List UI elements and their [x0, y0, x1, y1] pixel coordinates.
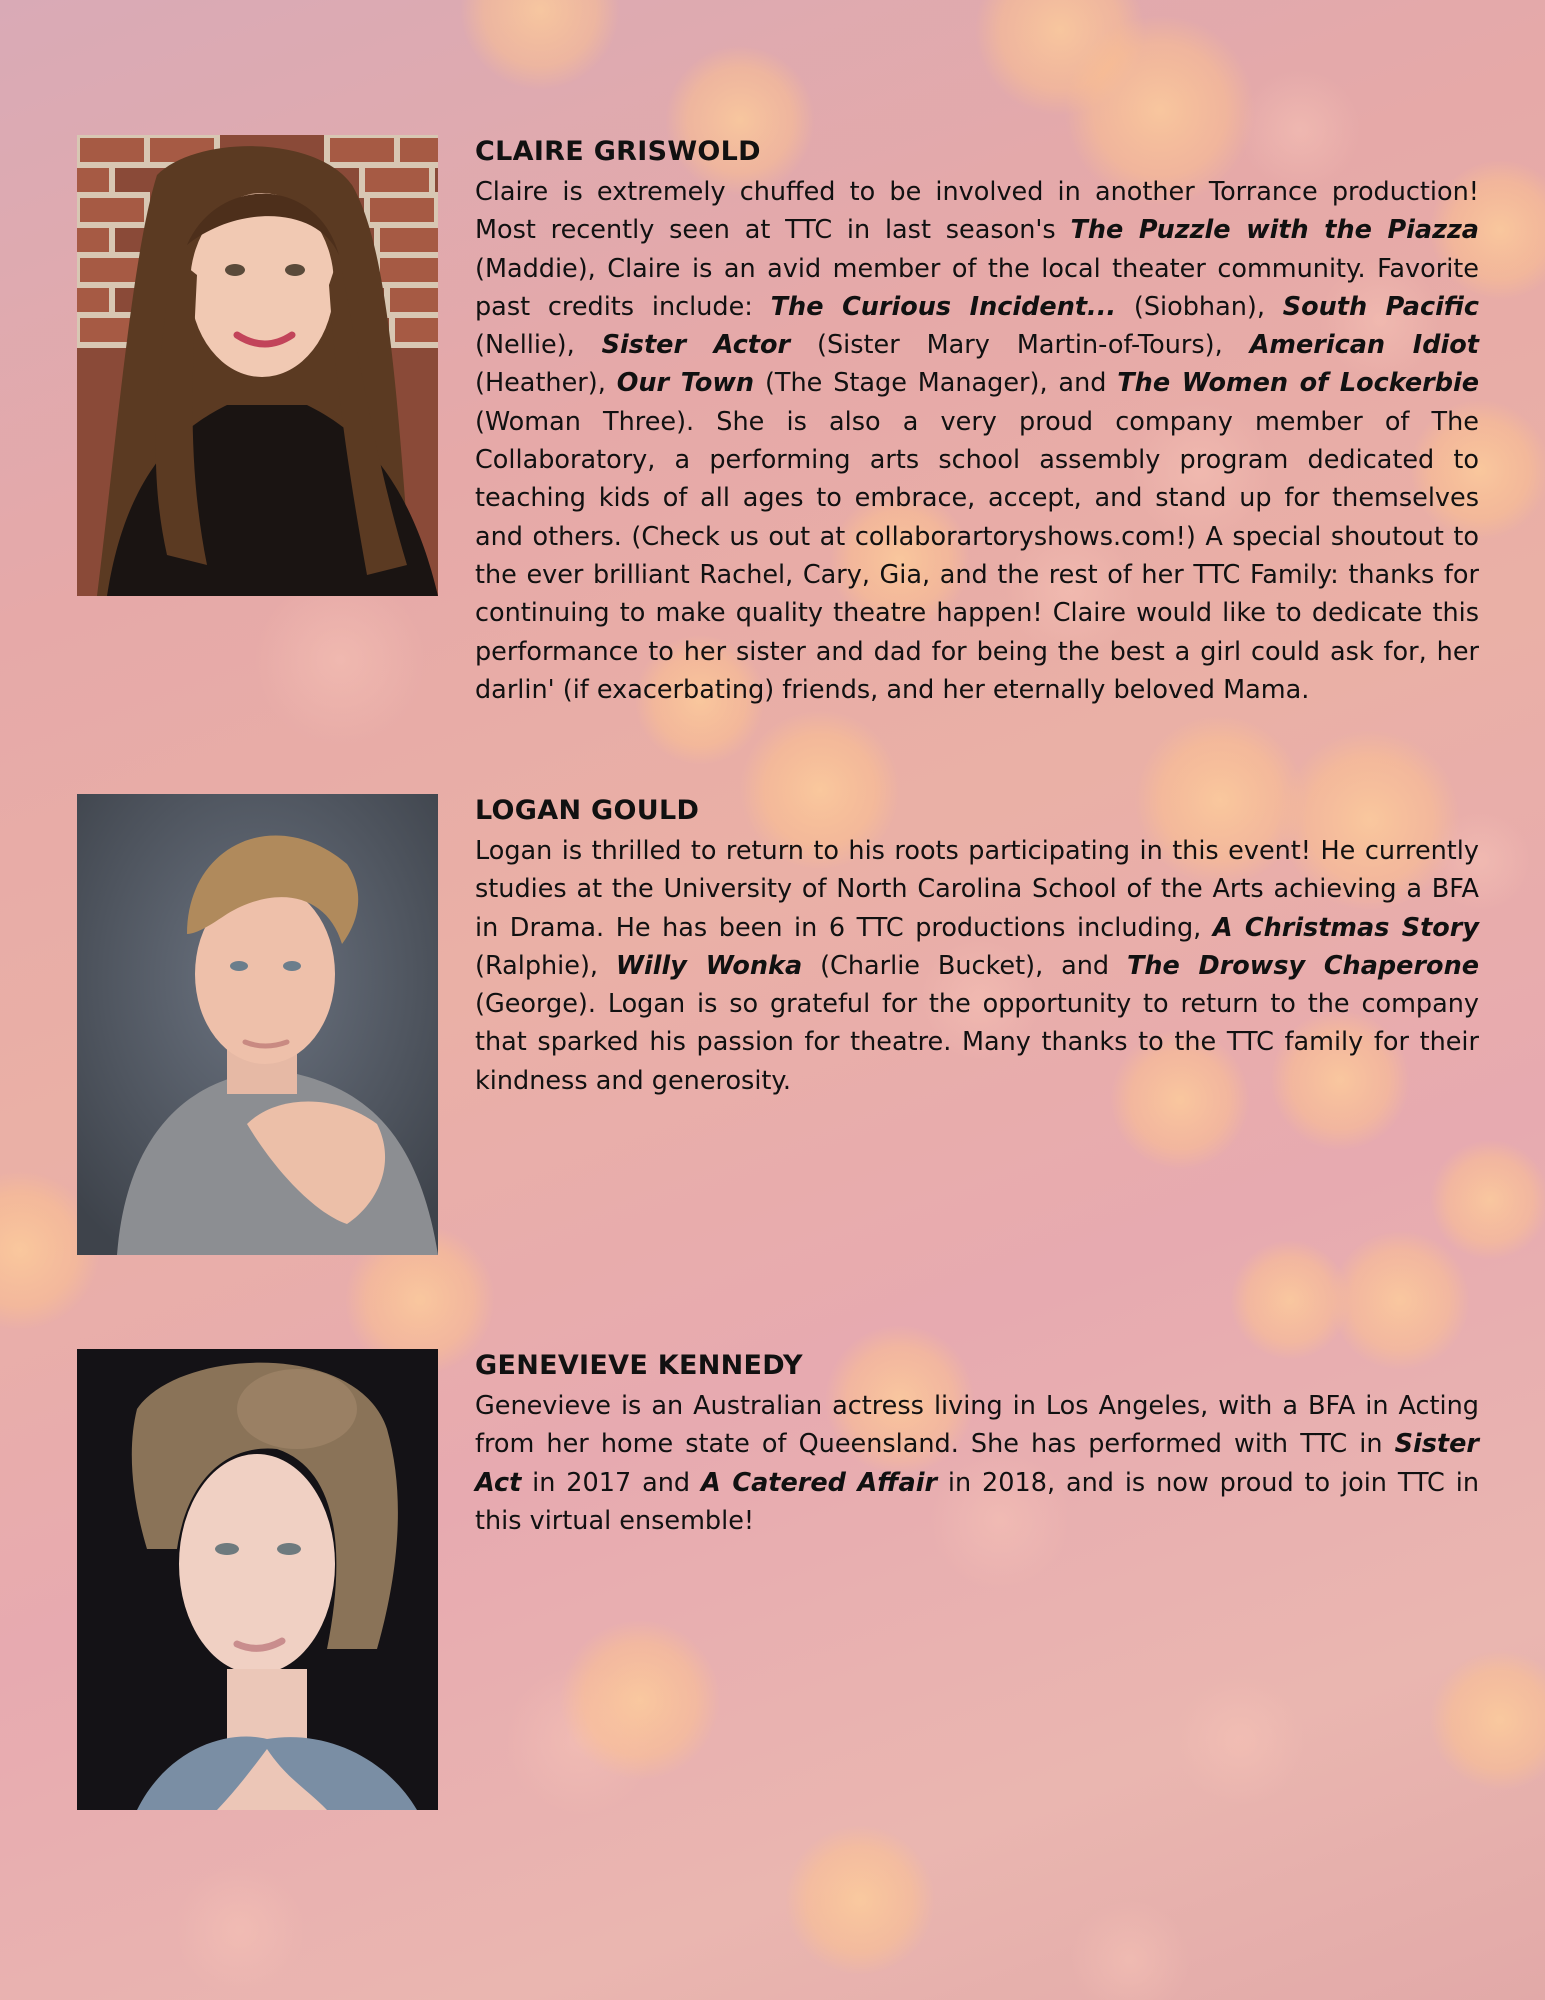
- bio-paragraph: [475, 832, 1479, 1100]
- bio-name: LOGAN GOULD: [475, 795, 700, 826]
- headshot-genevieve-kennedy-icon: [77, 1349, 438, 1810]
- show-title: American Idiot: [1249, 330, 1479, 361]
- bio-text-segment: (George). Logan is so grateful for the opportunity to return to the company that sparked his passion for theatre. Many thanks to the TTC family for their kindness and generosity.: [475, 989, 1479, 1096]
- show-title: The Curious Incident...: [770, 291, 1117, 322]
- bio-text-segment: Logan is thrilled to return to his roots participating in this event! He currently studies at the University of North Carolina School of the Arts achieving a BFA in Drama. He has been in 6 TTC productions including,: [475, 836, 1479, 943]
- show-title: Sister Actor: [601, 330, 791, 361]
- bio-text-segment: (Maddie), Claire is an avid member of the local theater community. Favorite past credits include:: [475, 253, 1479, 322]
- bio-name: GENEVIEVE KENNEDY: [475, 1350, 803, 1381]
- show-title: A Christmas Story: [1212, 912, 1479, 943]
- show-title: The Women of Lockerbie: [1117, 368, 1480, 399]
- show-title: Our Town: [616, 368, 755, 399]
- bio-text-segment: (Nellie),: [475, 330, 602, 361]
- bio-text-segment: (Ralphie),: [475, 950, 616, 981]
- bio-text-segment: (Siobhan),: [1116, 291, 1283, 322]
- bio-text-segment: (Charlie Bucket), and: [802, 950, 1127, 981]
- show-title: South Pacific: [1282, 291, 1479, 322]
- bio-text-segment: (Woman Three). She is also a very proud company member of The Collaboratory, a performing arts school assembly program dedicated to teaching kids of all ages to embrace, accept, and stand up for themselves and others. (Check us out at collaborartoryshows.com!) A special shoutout to the ever brilliant Rachel, Cary, Gia, and the rest of her TTC Family: thanks for continuing to make quality theatre happen! Claire would like to dedicate this performance to her sister and dad for being the best a girl could ask for, her darlin' (if exacerbating) friends, and her eternally beloved Mama.: [475, 406, 1479, 705]
- show-title: The Puzzle with the Piazza: [1070, 215, 1479, 246]
- bio-text-segment: Claire is extremely chuffed to be involved in another Torrance production! Most recently seen at TTC in last season's: [475, 177, 1479, 246]
- show-title: Willy Wonka: [615, 950, 803, 981]
- bio-text-segment: in 2017 and: [521, 1467, 701, 1498]
- show-title: Sister Act: [475, 1429, 1479, 1498]
- bio-text-segment: (Heather),: [475, 368, 617, 399]
- headshot-logan-gould-icon: [77, 794, 438, 1255]
- bio-text-segment: Genevieve is an Australian actress living in Los Angeles, with a BFA in Acting from her home state of Queensland. She has performed with TTC in: [475, 1391, 1479, 1460]
- bio-name: CLAIRE GRISWOLD: [475, 136, 761, 167]
- bio-text-segment: (The Stage Manager), and: [754, 368, 1118, 399]
- bio-paragraph: [475, 173, 1479, 709]
- show-title: A Catered Affair: [700, 1467, 938, 1498]
- headshot-claire-griswold-icon: [77, 135, 438, 596]
- show-title: The Drowsy Chaperone: [1127, 950, 1480, 981]
- bio-text-segment: in 2018, and is now proud to join TTC in this virtual ensemble!: [475, 1467, 1479, 1536]
- bio-text-segment: (Sister Mary Martin-of-Tours),: [790, 330, 1250, 361]
- bio-paragraph: [475, 1387, 1479, 1540]
